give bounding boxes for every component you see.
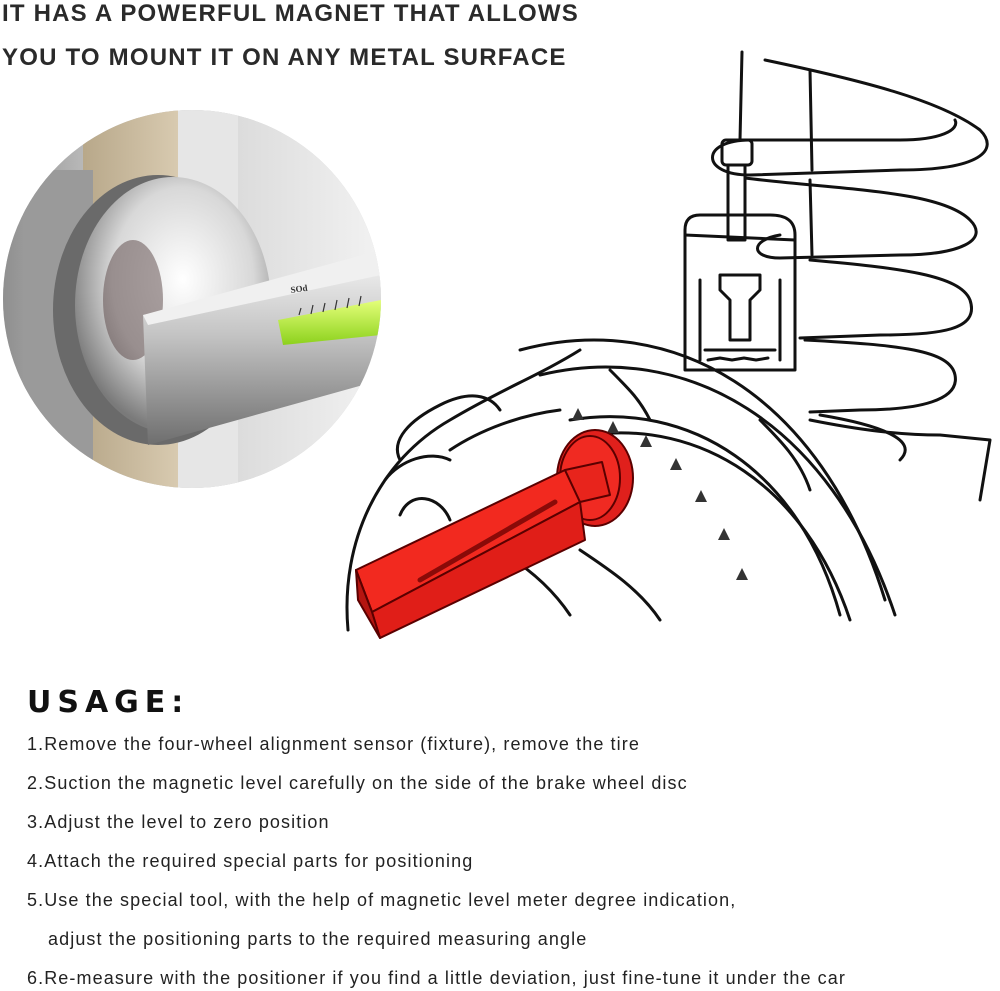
brake-disc-illustration <box>340 40 1000 650</box>
usage-step-2: 2.Suction the magnetic level carefully on the side of the brake wheel disc <box>27 773 688 793</box>
usage-step-1: 1.Remove the four-wheel alignment sensor (fixture), remove the tire <box>27 734 640 754</box>
magnet-photo-illustration <box>3 110 381 488</box>
usage-step-4: 4.Attach the required special parts for positioning <box>27 851 474 871</box>
usage-step-5: 5.Use the special tool, with the help of magnetic level meter degree indication, <box>27 890 737 910</box>
usage-step-5-continued: adjust the positioning parts to the required measuring angle <box>48 929 588 949</box>
headline-line-2: YOU TO MOUNT IT ON ANY METAL SURFACE <box>2 44 567 71</box>
magnet-level-photo <box>3 110 381 488</box>
headline-line-1: IT HAS A POWERFUL MAGNET THAT ALLOWS <box>2 0 579 27</box>
usage-title: USAGE: <box>27 685 190 720</box>
coil-spring-icon <box>713 60 988 460</box>
usage-step-3: 3.Adjust the level to zero position <box>27 812 330 832</box>
usage-step-6: 6.Re-measure with the positioner if you find a little deviation, just fine-tune it under the car <box>27 968 846 988</box>
svg-text:SOd: SOd <box>289 282 309 295</box>
